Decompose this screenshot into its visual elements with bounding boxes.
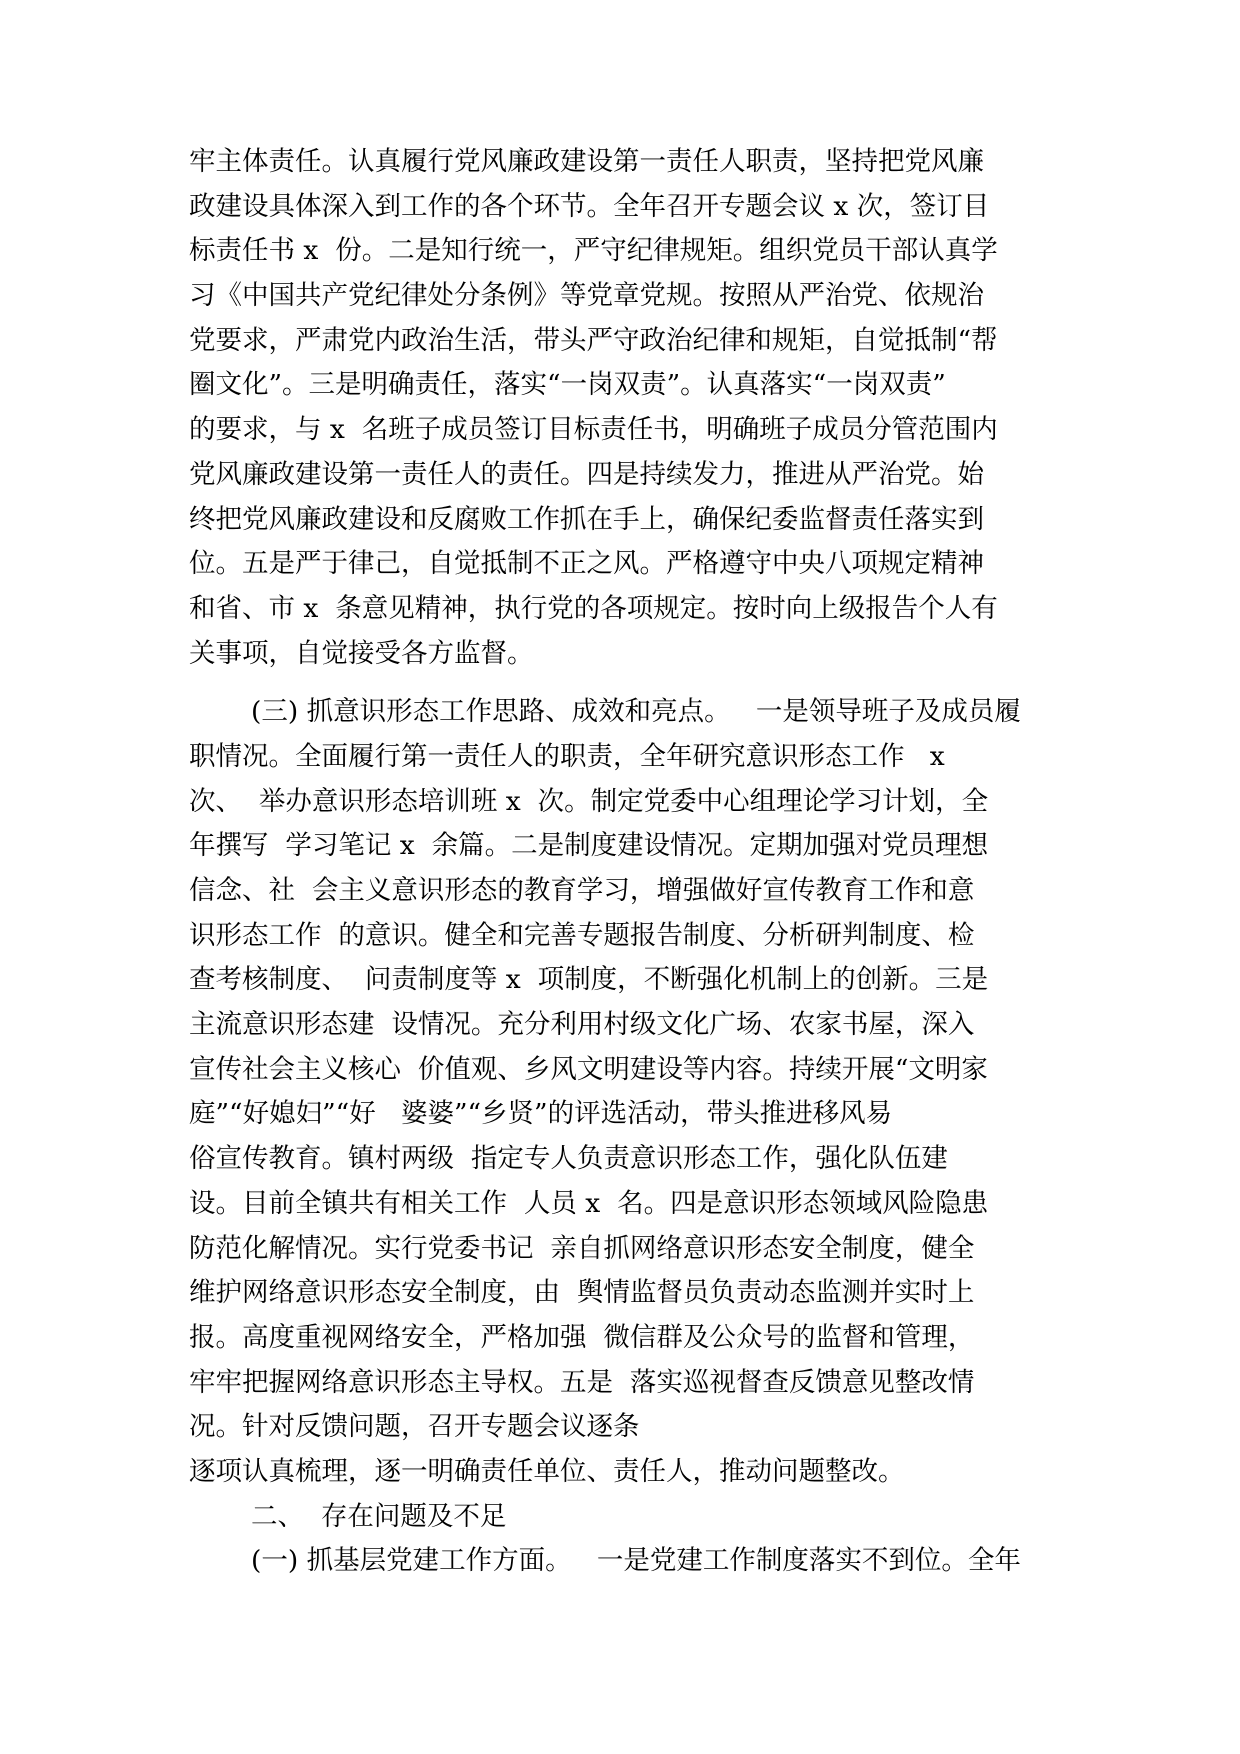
paragraph-responsibility xyxy=(189,140,1049,676)
text-line: 次、 举办意识形态培训班 x 次。制定党委中心组理论学习计划，全 xyxy=(189,785,989,817)
text-line: 主流意识形态建 设情况。充分利用村级文化广场、农家书屋，深入 xyxy=(189,1009,975,1041)
text-line: 的要求，与 x 名班子成员签订目标责任书，明确班子成员分管范围内 xyxy=(189,414,998,446)
text-line: 关事项，自觉接受各方监督。 xyxy=(189,637,534,669)
text-line: 牢主体责任。认真履行党风廉政建设第一责任人职责，坚持把党风廉 xyxy=(189,146,984,177)
text-line: 圈文化”。三是明确责任，落实“一岗双责”。认真落实“一岗双责” xyxy=(189,369,946,401)
subsection-heading-line: (一) 抓基层党建工作方面。 一是党建工作制度落实不到位。全年 xyxy=(251,1545,1021,1577)
text-line: 防范化解情况。实行党委书记 亲自抓网络意识形态安全制度，健全 xyxy=(189,1232,975,1264)
text-line: 查考核制度、 问责制度等 x 项制度，不断强化机制上的创新。三是 xyxy=(189,964,989,996)
text-line: 识形态工作 的意识。健全和完善专题报告制度、分析研判制度、检 xyxy=(189,919,975,951)
text-line: 宣传社会主义核心 价值观、乡风文明建设等内容。持续开展“文明家 xyxy=(189,1053,988,1085)
text-line: 俗宣传教育。镇村两级 指定专人负责意识形态工作，强化队伍建 xyxy=(189,1143,948,1175)
text-line: 标责任书 x 份。二是知行统一，严守纪律规矩。组织党员干部认真学 xyxy=(189,235,998,267)
text-line: 庭”“好媳妇”“好 婆婆”“乡贤”的评选活动，带头推进移风易 xyxy=(189,1098,893,1130)
text-line: 习《中国共产党纪律处分条例》等党章党规。按照从严治党、依规治 xyxy=(189,280,984,312)
text-line: 况。针对反馈问题，召开专题会议逐条 xyxy=(189,1411,640,1443)
text-line: 终把党风廉政建设和反腐败工作抓在手上，确保纪委监督责任落实到 xyxy=(189,503,984,535)
text-line: 报。高度重视网络安全，严格加强 微信群及公众号的监督和管理， xyxy=(189,1321,975,1353)
text-line: 政建设具体深入到工作的各个环节。全年召开专题会议 x 次，签订目 xyxy=(189,190,990,222)
paragraph-ideology-work xyxy=(189,690,1049,1494)
section-heading-line: (三) 抓意识形态工作思路、成效和亮点。 一是领导班子及成员履 xyxy=(251,696,1021,728)
text-line: 年撰写 学习笔记 x 余篇。二是制度建设情况。定期加强对党员理想 xyxy=(189,830,989,862)
text-line: 职情况。全面履行第一责任人的职责，全年研究意识形态工作 x xyxy=(189,740,945,772)
paragraph-spacer xyxy=(189,676,1049,690)
section-heading-problems: 二、 存在问题及不足 xyxy=(251,1500,507,1532)
text-line: 信念、社 会主义意识形态的教育学习，增强做好宣传教育工作和意 xyxy=(189,875,975,906)
text-line: 党风廉政建设第一责任人的责任。四是持续发力，推进从严治党。始 xyxy=(189,458,984,490)
text-line: 牢牢把握网络意识形态主导权。五是 落实巡视督查反馈意见整改情 xyxy=(189,1366,975,1398)
text-line: 维护网络意识形态安全制度，由 舆情监督员负责动态监测并实时上 xyxy=(189,1277,975,1309)
text-line: 和省、市 x 条意见精神，执行党的各项规定。按时向上级报告个人有 xyxy=(189,592,998,624)
text-line: 设。目前全镇共有相关工作 人员 x 名。四是意识形态领域风险隐患 xyxy=(189,1187,989,1219)
document-body xyxy=(189,140,1049,1584)
text-line: 党要求，严肃党内政治生活，带头严守政治纪律和规矩，自觉抵制“帮 xyxy=(189,324,998,356)
text-line: 逐项认真梳理，逐一明确责任单位、责任人，推动问题整改。 xyxy=(189,1455,905,1487)
text-line: 位。五是严于律己，自觉抵制不正之风。严格遵守中央八项规定精神 xyxy=(189,548,984,580)
